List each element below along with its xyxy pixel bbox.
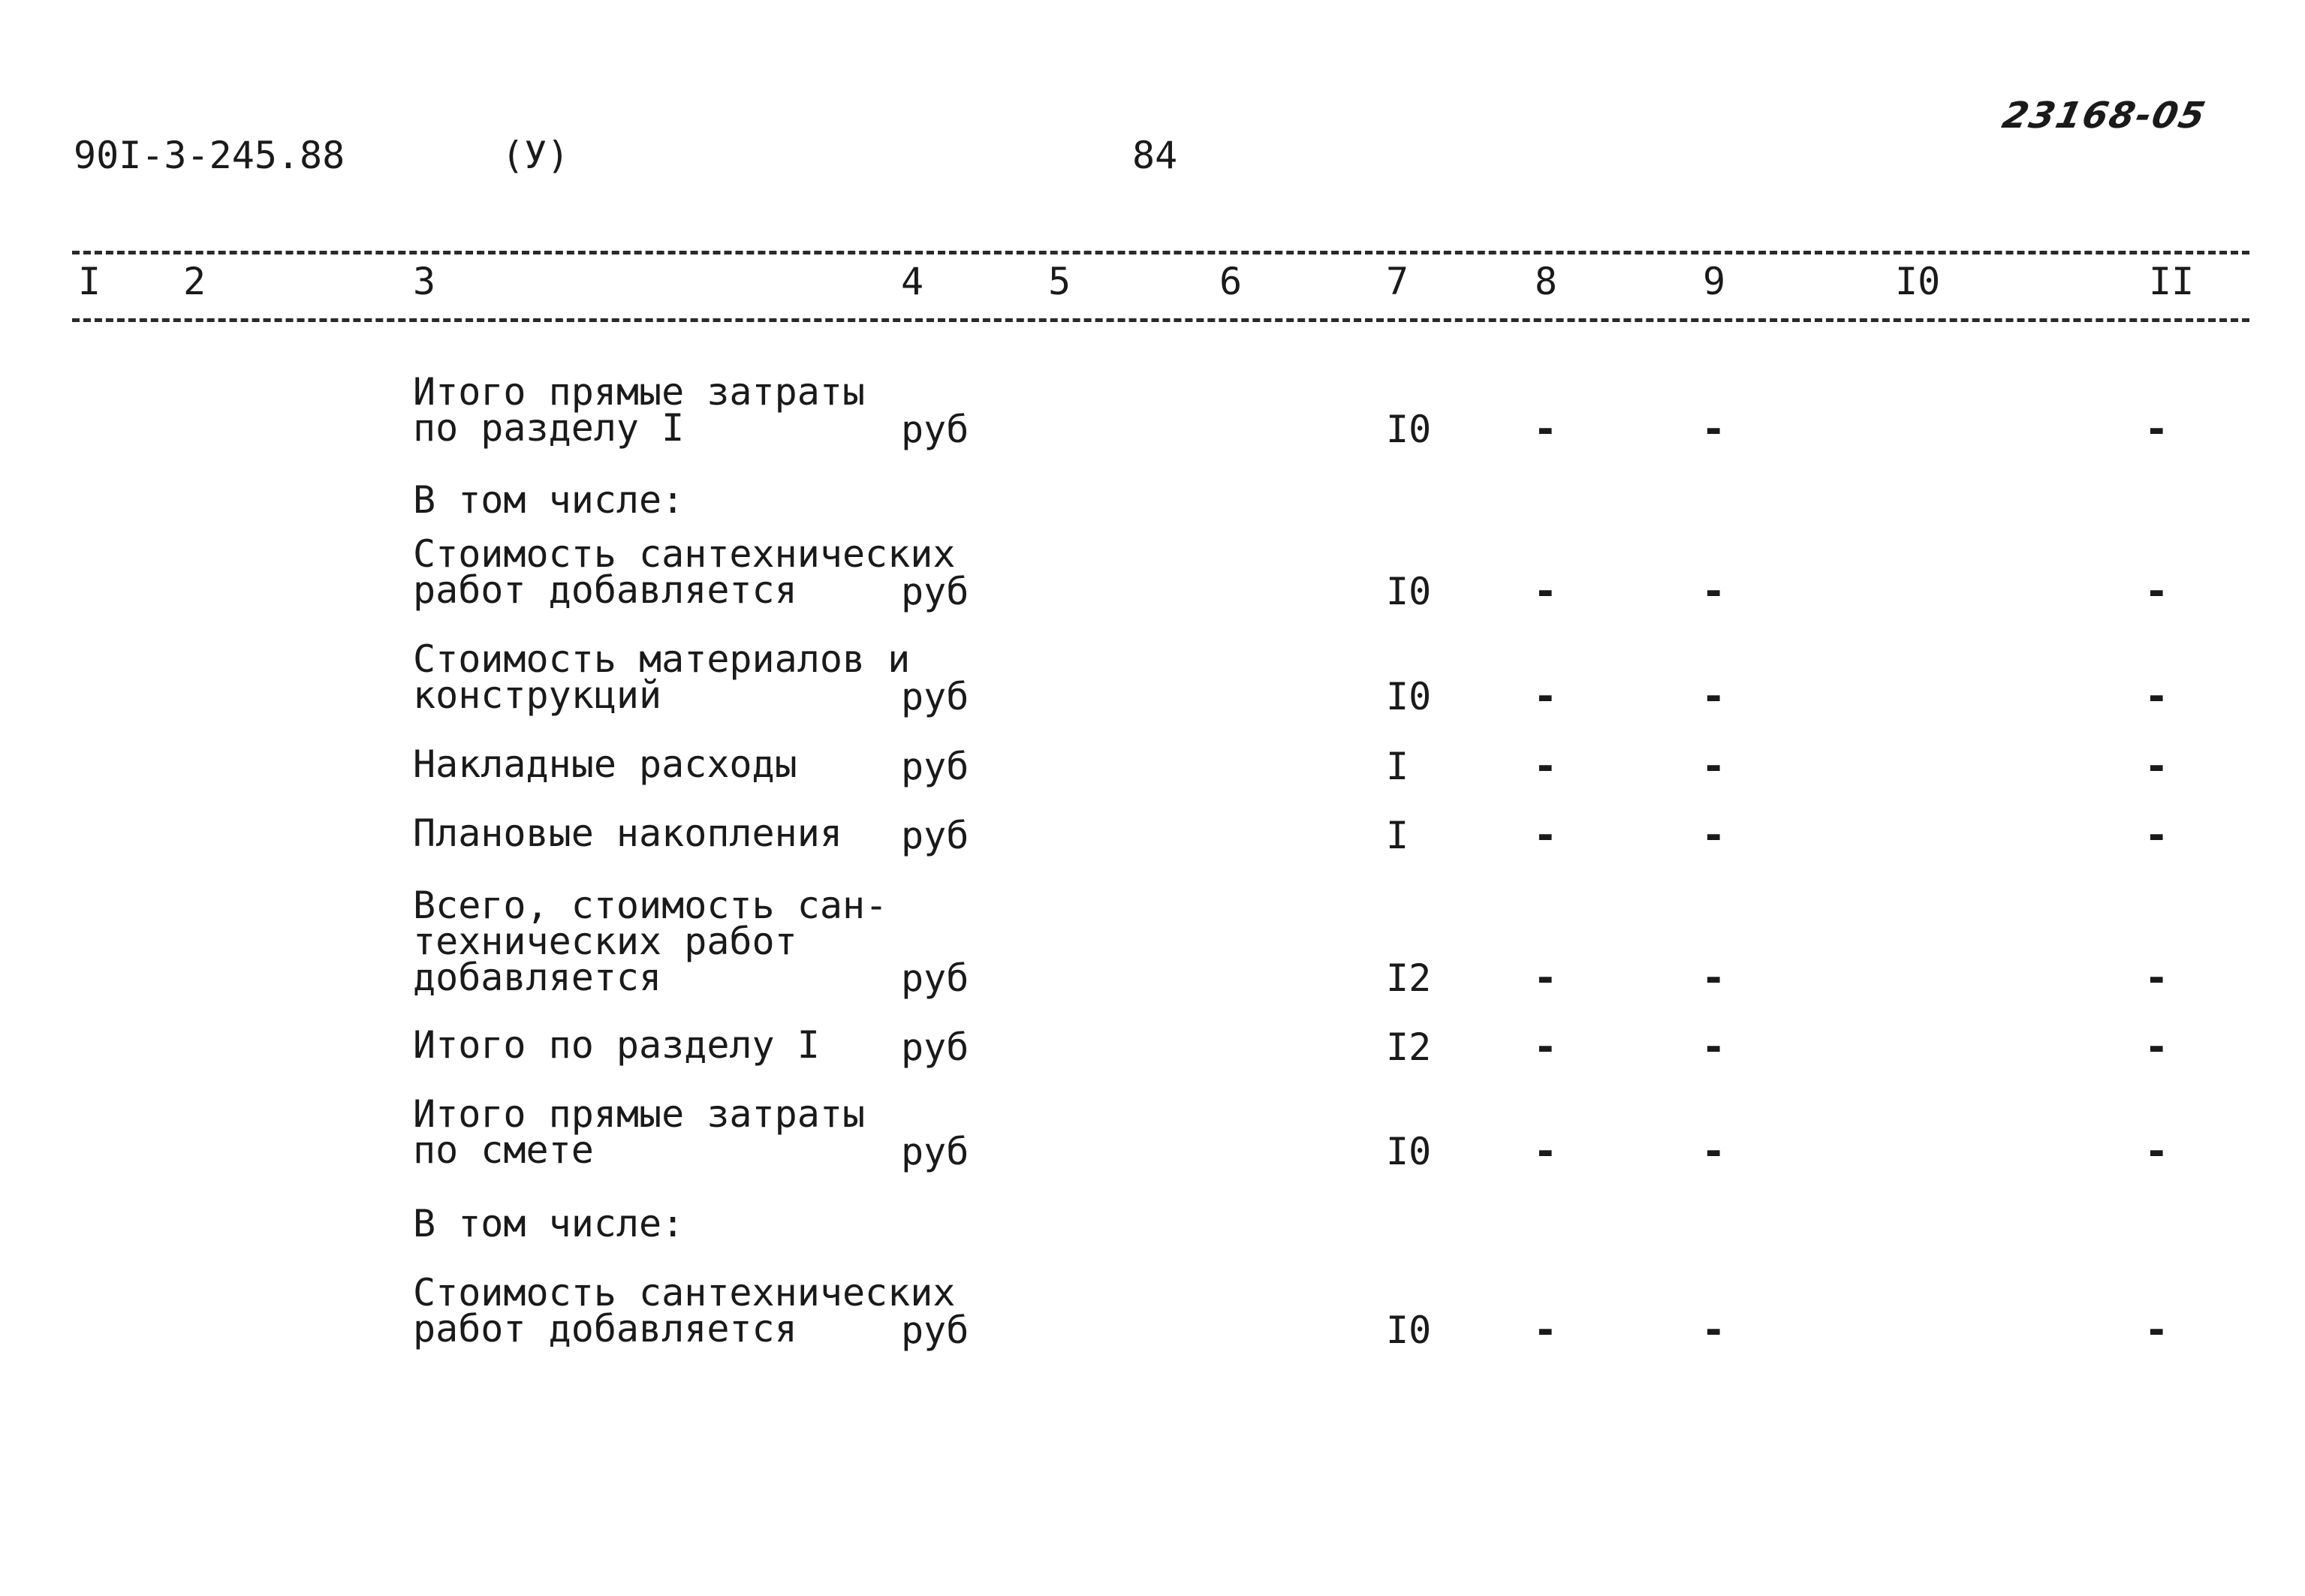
- description-line: Накладные расходы: [413, 742, 797, 786]
- description-line: работ добавляется: [413, 1307, 797, 1351]
- description-line: Итого прямые затраты: [413, 370, 866, 414]
- row-description: [413, 1271, 956, 1351]
- row-col8-value: -: [1533, 1023, 1558, 1071]
- description-line: работ добавляется: [413, 568, 797, 612]
- row-col11-value: -: [2144, 405, 2169, 453]
- row-col7-value: I0: [1386, 675, 1432, 718]
- row-unit: руб: [901, 1130, 969, 1173]
- row-col8-value: -: [1533, 742, 1558, 790]
- row-col8-value: -: [1533, 1306, 1558, 1354]
- row-col7-value: I0: [1386, 1130, 1432, 1173]
- row-col7-value: I0: [1386, 570, 1432, 613]
- row-description: [413, 812, 842, 855]
- row-col11-value: -: [2144, 568, 2169, 615]
- column-number-5: 5: [1048, 260, 1071, 303]
- row-col9-value: -: [1701, 405, 1726, 453]
- row-col11-value: -: [2144, 1306, 2169, 1354]
- page-number: 84: [1132, 134, 1178, 177]
- row-col11-value: -: [2144, 1023, 2169, 1071]
- description-line: В том числе:: [413, 1202, 685, 1245]
- column-number-4: 4: [901, 260, 924, 303]
- row-unit: руб: [901, 1308, 969, 1352]
- column-number-1: I: [78, 260, 101, 303]
- row-col9-value: -: [1701, 1128, 1726, 1175]
- description-line: добавляется: [413, 956, 662, 999]
- row-col11-value: -: [2144, 812, 2169, 859]
- header-top-rule: [72, 251, 2249, 254]
- row-col11-value: -: [2144, 954, 2169, 1001]
- row-col9-value: -: [1701, 954, 1726, 1001]
- row-col11-value: -: [2144, 673, 2169, 720]
- row-unit: руб: [901, 956, 969, 1000]
- row-col8-value: -: [1533, 954, 1558, 1001]
- description-line: Стоимость сантехнических: [413, 532, 956, 576]
- column-number-9: 9: [1703, 260, 1726, 303]
- description-line: Стоимость материалов и: [413, 637, 911, 681]
- row-col7-value: I: [1386, 745, 1409, 788]
- row-col9-value: -: [1701, 568, 1726, 615]
- row-col11-value: -: [2144, 1128, 2169, 1175]
- row-unit: руб: [901, 408, 969, 451]
- row-description: [413, 1092, 866, 1172]
- row-description: [413, 1202, 685, 1245]
- row-unit: руб: [901, 814, 969, 857]
- column-number-2: 2: [183, 260, 206, 303]
- row-description: [413, 532, 956, 612]
- description-line: технических работ: [413, 920, 797, 963]
- column-number-11: II: [2149, 260, 2195, 303]
- column-number-6: 6: [1219, 260, 1243, 303]
- row-col7-value: I: [1386, 814, 1409, 857]
- column-number-3: 3: [413, 260, 436, 303]
- row-col7-value: I2: [1386, 1025, 1432, 1069]
- description-line: Итого прямые затраты: [413, 1092, 866, 1136]
- row-description: [413, 637, 911, 717]
- row-unit: руб: [901, 675, 969, 718]
- row-col7-value: I0: [1386, 408, 1432, 451]
- row-unit: руб: [901, 570, 969, 613]
- description-line: В том числе:: [413, 478, 685, 522]
- row-description: [413, 478, 685, 522]
- description-line: Итого по разделу I: [413, 1023, 820, 1067]
- row-unit: руб: [901, 1025, 969, 1069]
- handwritten-code: 23168-05: [1999, 95, 2210, 137]
- description-line: по смете: [413, 1128, 594, 1172]
- row-col8-value: -: [1533, 673, 1558, 720]
- column-number-7: 7: [1386, 260, 1409, 303]
- row-col7-value: I2: [1386, 956, 1432, 1000]
- row-col9-value: -: [1701, 742, 1726, 790]
- row-unit: руб: [901, 745, 969, 788]
- document-code: 90I-3-245.88: [74, 134, 345, 177]
- row-description: [413, 1023, 820, 1067]
- row-description: [413, 742, 797, 786]
- row-col8-value: -: [1533, 812, 1558, 859]
- row-col8-value: -: [1533, 405, 1558, 453]
- row-col9-value: -: [1701, 1306, 1726, 1354]
- description-line: Стоимость сантехнических: [413, 1271, 956, 1314]
- row-col9-value: -: [1701, 673, 1726, 720]
- row-col9-value: -: [1701, 1023, 1726, 1071]
- column-number-10: I0: [1895, 260, 1941, 303]
- description-line: Плановые накопления: [413, 812, 842, 855]
- column-number-8: 8: [1535, 260, 1558, 303]
- row-col9-value: -: [1701, 812, 1726, 859]
- row-col8-value: -: [1533, 1128, 1558, 1175]
- header-bottom-rule: [72, 318, 2249, 322]
- document-variant: (У): [502, 134, 570, 177]
- row-col11-value: -: [2144, 742, 2169, 790]
- row-description: [413, 884, 888, 999]
- description-line: конструкций: [413, 673, 662, 717]
- row-col8-value: -: [1533, 568, 1558, 615]
- row-description: [413, 370, 866, 450]
- description-line: по разделу I: [413, 406, 685, 450]
- description-line: Всего, стоимость сан-: [413, 884, 888, 927]
- row-col7-value: I0: [1386, 1308, 1432, 1352]
